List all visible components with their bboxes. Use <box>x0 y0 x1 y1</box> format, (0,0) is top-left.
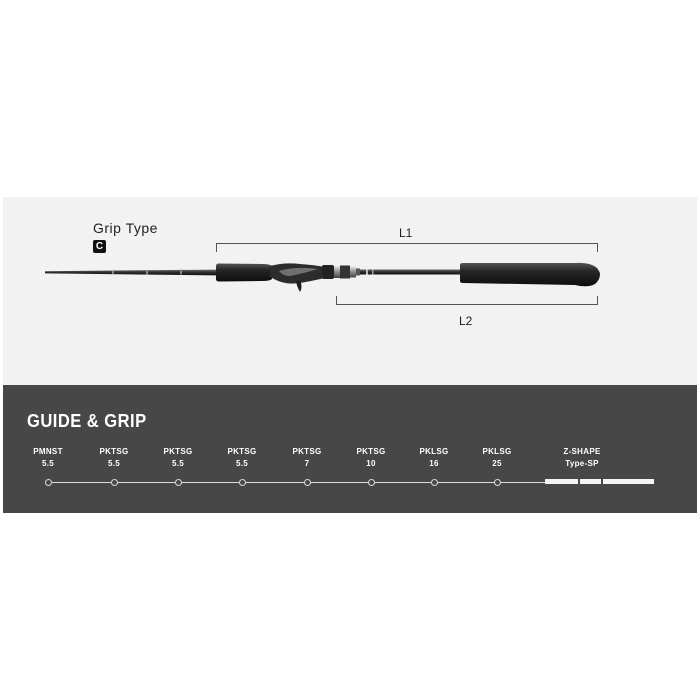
guide-spec <box>148 446 208 470</box>
reel-seat-trigger <box>296 280 302 292</box>
guide-spec <box>84 446 144 470</box>
guide-ring-marker <box>111 479 118 486</box>
guide-ring-marker <box>368 479 375 486</box>
winding-check <box>350 267 356 278</box>
guide-type: PKLSG <box>419 447 449 456</box>
guide-ring-marker <box>45 479 52 486</box>
guide-size: 16 <box>429 459 439 468</box>
tip-guide-wrap <box>112 270 114 274</box>
guide-ring-marker <box>431 479 438 486</box>
grip-spec <box>552 446 612 470</box>
grip-type: Type-SP <box>565 459 599 468</box>
guide-spec <box>341 446 401 470</box>
guide-ring-marker <box>175 479 182 486</box>
guide-type: PMNST <box>33 447 63 456</box>
guide-size: 5.5 <box>235 459 249 468</box>
rod-butt-blank <box>360 270 462 275</box>
guide-type: PKTSG <box>227 447 257 456</box>
tip-guide-wrap <box>146 270 148 274</box>
rod-tip <box>45 270 216 276</box>
blank-decal <box>372 270 374 275</box>
winding-check <box>356 269 360 276</box>
l2-bracket <box>337 296 598 305</box>
grip-type-label: Grip Type <box>93 220 158 236</box>
guide-type: PKTSG <box>99 447 129 456</box>
fore-grip <box>216 264 272 282</box>
guide-ring-marker <box>239 479 246 486</box>
guide-size: 10 <box>366 459 376 468</box>
guide-type: PKTSG <box>163 447 193 456</box>
reel-seat-nut <box>334 266 340 278</box>
reel-seat-nut <box>340 266 350 279</box>
guide-size: 5.5 <box>171 459 185 468</box>
guide-size: 5.5 <box>107 459 121 468</box>
guide-baseline <box>47 482 547 483</box>
guide-spec <box>18 446 78 470</box>
guide-type: PKTSG <box>356 447 386 456</box>
guide-spec <box>404 446 464 470</box>
l1-label: L1 <box>399 226 413 240</box>
tip-guide-wrap <box>180 270 182 275</box>
section-title: GUIDE & GRIP <box>27 411 147 431</box>
guide-type: PKLSG <box>482 447 512 456</box>
grip-segment <box>545 479 578 484</box>
blank-decal <box>366 270 368 275</box>
grip-code-badge: C <box>93 240 106 253</box>
reel-seat-hood <box>322 265 334 279</box>
l2-label: L2 <box>459 314 473 328</box>
guide-size: 7 <box>304 459 310 468</box>
grip-segment <box>603 479 654 484</box>
guide-spec <box>277 446 337 470</box>
guide-spec <box>212 446 272 470</box>
grip-segment <box>580 479 601 484</box>
guide-type: PKTSG <box>292 447 322 456</box>
guide-size: 25 <box>492 459 502 468</box>
guide-ring-marker <box>494 479 501 486</box>
l1-bracket <box>217 244 598 253</box>
grip-name: Z-SHAPE <box>563 447 601 456</box>
guide-ring-marker <box>304 479 311 486</box>
guide-size: 5.5 <box>41 459 55 468</box>
guide-spec <box>467 446 527 470</box>
rear-grip <box>460 263 600 286</box>
